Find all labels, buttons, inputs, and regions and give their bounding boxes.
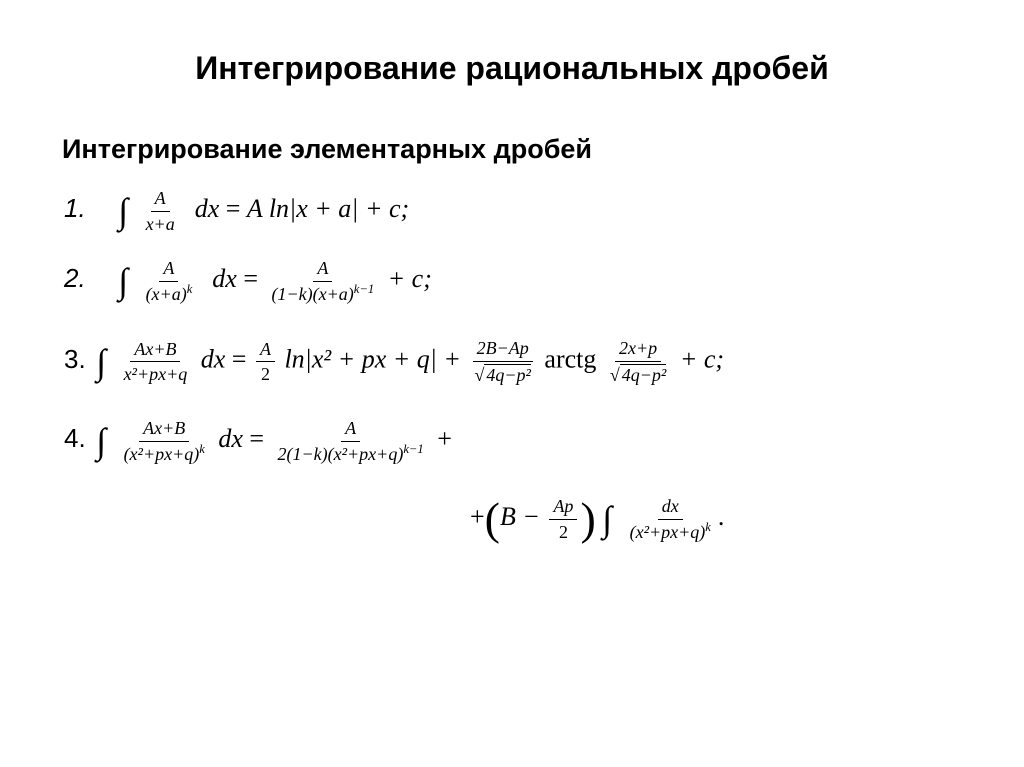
- plus-sign: +: [437, 424, 452, 454]
- fraction-numerator: A: [151, 188, 170, 212]
- formula-1: 1. ∫ $\frac{A}{x+a}$ dx = A ln|x + a| + c;: [64, 188, 410, 234]
- fraction-numerator: Ap: [549, 496, 577, 520]
- formula-3: 3. ∫ $\frac{Ax+B}{\text{x²+px+q}}$ dx = $\frac{A}{2}$ ln|x² + px + q| + $\frac{2B-Ap}{\text{√ 4q−p²}}$ arctg $\frac{2x+p}{\text{√ 4q−p²}}$ + c;: [64, 338, 725, 385]
- fraction-numerator: Ax+B: [130, 339, 180, 363]
- fraction-denominator: x+a: [145, 213, 175, 234]
- formula-3-tail: + c;: [679, 344, 725, 374]
- exponent: k: [199, 441, 205, 456]
- b-minus: B −: [500, 502, 540, 532]
- formula-4-fraction: [120, 418, 209, 464]
- formula-2-result-fraction: [268, 258, 379, 304]
- arctg-function: arctg: [544, 344, 597, 374]
- ap-over-2-fraction: [549, 496, 577, 542]
- fraction-numerator: Ax+B: [139, 418, 189, 442]
- integral-sign: ∫: [96, 341, 107, 382]
- exponent: k: [705, 519, 711, 534]
- formula-3-frac3: $\frac{2x+p}{\text{√ 4q−p²}}$: [609, 338, 667, 385]
- dx-fraction: [626, 496, 715, 542]
- sqrt-radicand: 4q−p²: [486, 364, 531, 385]
- exponent: k: [186, 281, 193, 296]
- formula-1-fraction: [142, 188, 179, 234]
- fraction-denominator: 2: [260, 364, 270, 385]
- fraction-denominator: x²+px+q: [123, 364, 188, 385]
- fraction-numerator: A: [313, 258, 332, 282]
- formula-1-rhs: A ln|x + a| + c;: [246, 194, 410, 224]
- formula-4-label: 4.: [64, 423, 86, 454]
- integral-sign: ∫: [602, 499, 613, 540]
- plus-sign: +: [470, 502, 485, 532]
- fraction-numerator: A: [256, 339, 275, 363]
- formula-3-frac2: $\frac{2B-Ap}{\text{√ 4q−p²}}$: [474, 338, 531, 385]
- fraction-numerator: dx: [658, 496, 683, 520]
- fraction-numerator: A: [341, 418, 360, 442]
- formula-3-fraction: [120, 339, 192, 385]
- fraction-denominator: 2(1−k)(x²+px+q): [277, 443, 404, 464]
- fraction-denominator: (x+a): [145, 283, 187, 304]
- formula-2-fraction: [142, 258, 197, 304]
- integral-sign: ∫: [118, 261, 129, 302]
- formula-3-label: 3.: [64, 343, 86, 374]
- fraction-denominator: 2: [558, 521, 568, 542]
- fraction-denominator: (x²+px+q): [629, 521, 706, 542]
- integral-sign: ∫: [96, 421, 107, 462]
- period: .: [717, 502, 725, 532]
- fraction-denominator: (x²+px+q): [123, 443, 200, 464]
- exponent: k−1: [353, 281, 375, 296]
- formula-3-ln-part: ln|x² + px + q| +: [284, 344, 461, 374]
- formula-4-continuation: +(B − $\frac{Ap}{2}$ ) ∫ $\frac{dx}{(x^2+px+q)^k}$ .: [470, 493, 725, 545]
- sqrt-radicand: 4q−p²: [621, 364, 667, 385]
- fraction-numerator: 2x+p: [615, 338, 661, 362]
- section-subtitle: Интегрирование элементарных дробей: [62, 134, 592, 164]
- fraction-numerator: 2B−Ap: [473, 338, 533, 362]
- integral-sign: ∫: [118, 191, 129, 232]
- formula-4-result-fraction: [274, 418, 428, 464]
- formula-2: 2. ∫ $\frac{A}{(x+a)^k}$ dx = $\frac{A}{(1-k)(x+a)^{k-1}}$ + c;: [64, 258, 432, 304]
- fraction-numerator: A: [159, 258, 178, 282]
- formula-1-label: 1.: [64, 193, 86, 224]
- fraction-denominator: (1−k)(x+a): [271, 283, 354, 304]
- exponent: k−1: [403, 441, 424, 456]
- formula-4: 4. ∫ $\frac{Ax+B}{(x^2+px+q)^k}$ dx = $\frac{A}{2(1-k)(x^2+px+q)^{k-1}}$ +: [64, 418, 452, 464]
- page-title: Интегрирование рациональных дробей: [195, 50, 829, 86]
- formula-3-coef: [256, 339, 275, 385]
- formula-2-label: 2.: [64, 263, 86, 294]
- formula-2-tail: + c;: [387, 264, 432, 294]
